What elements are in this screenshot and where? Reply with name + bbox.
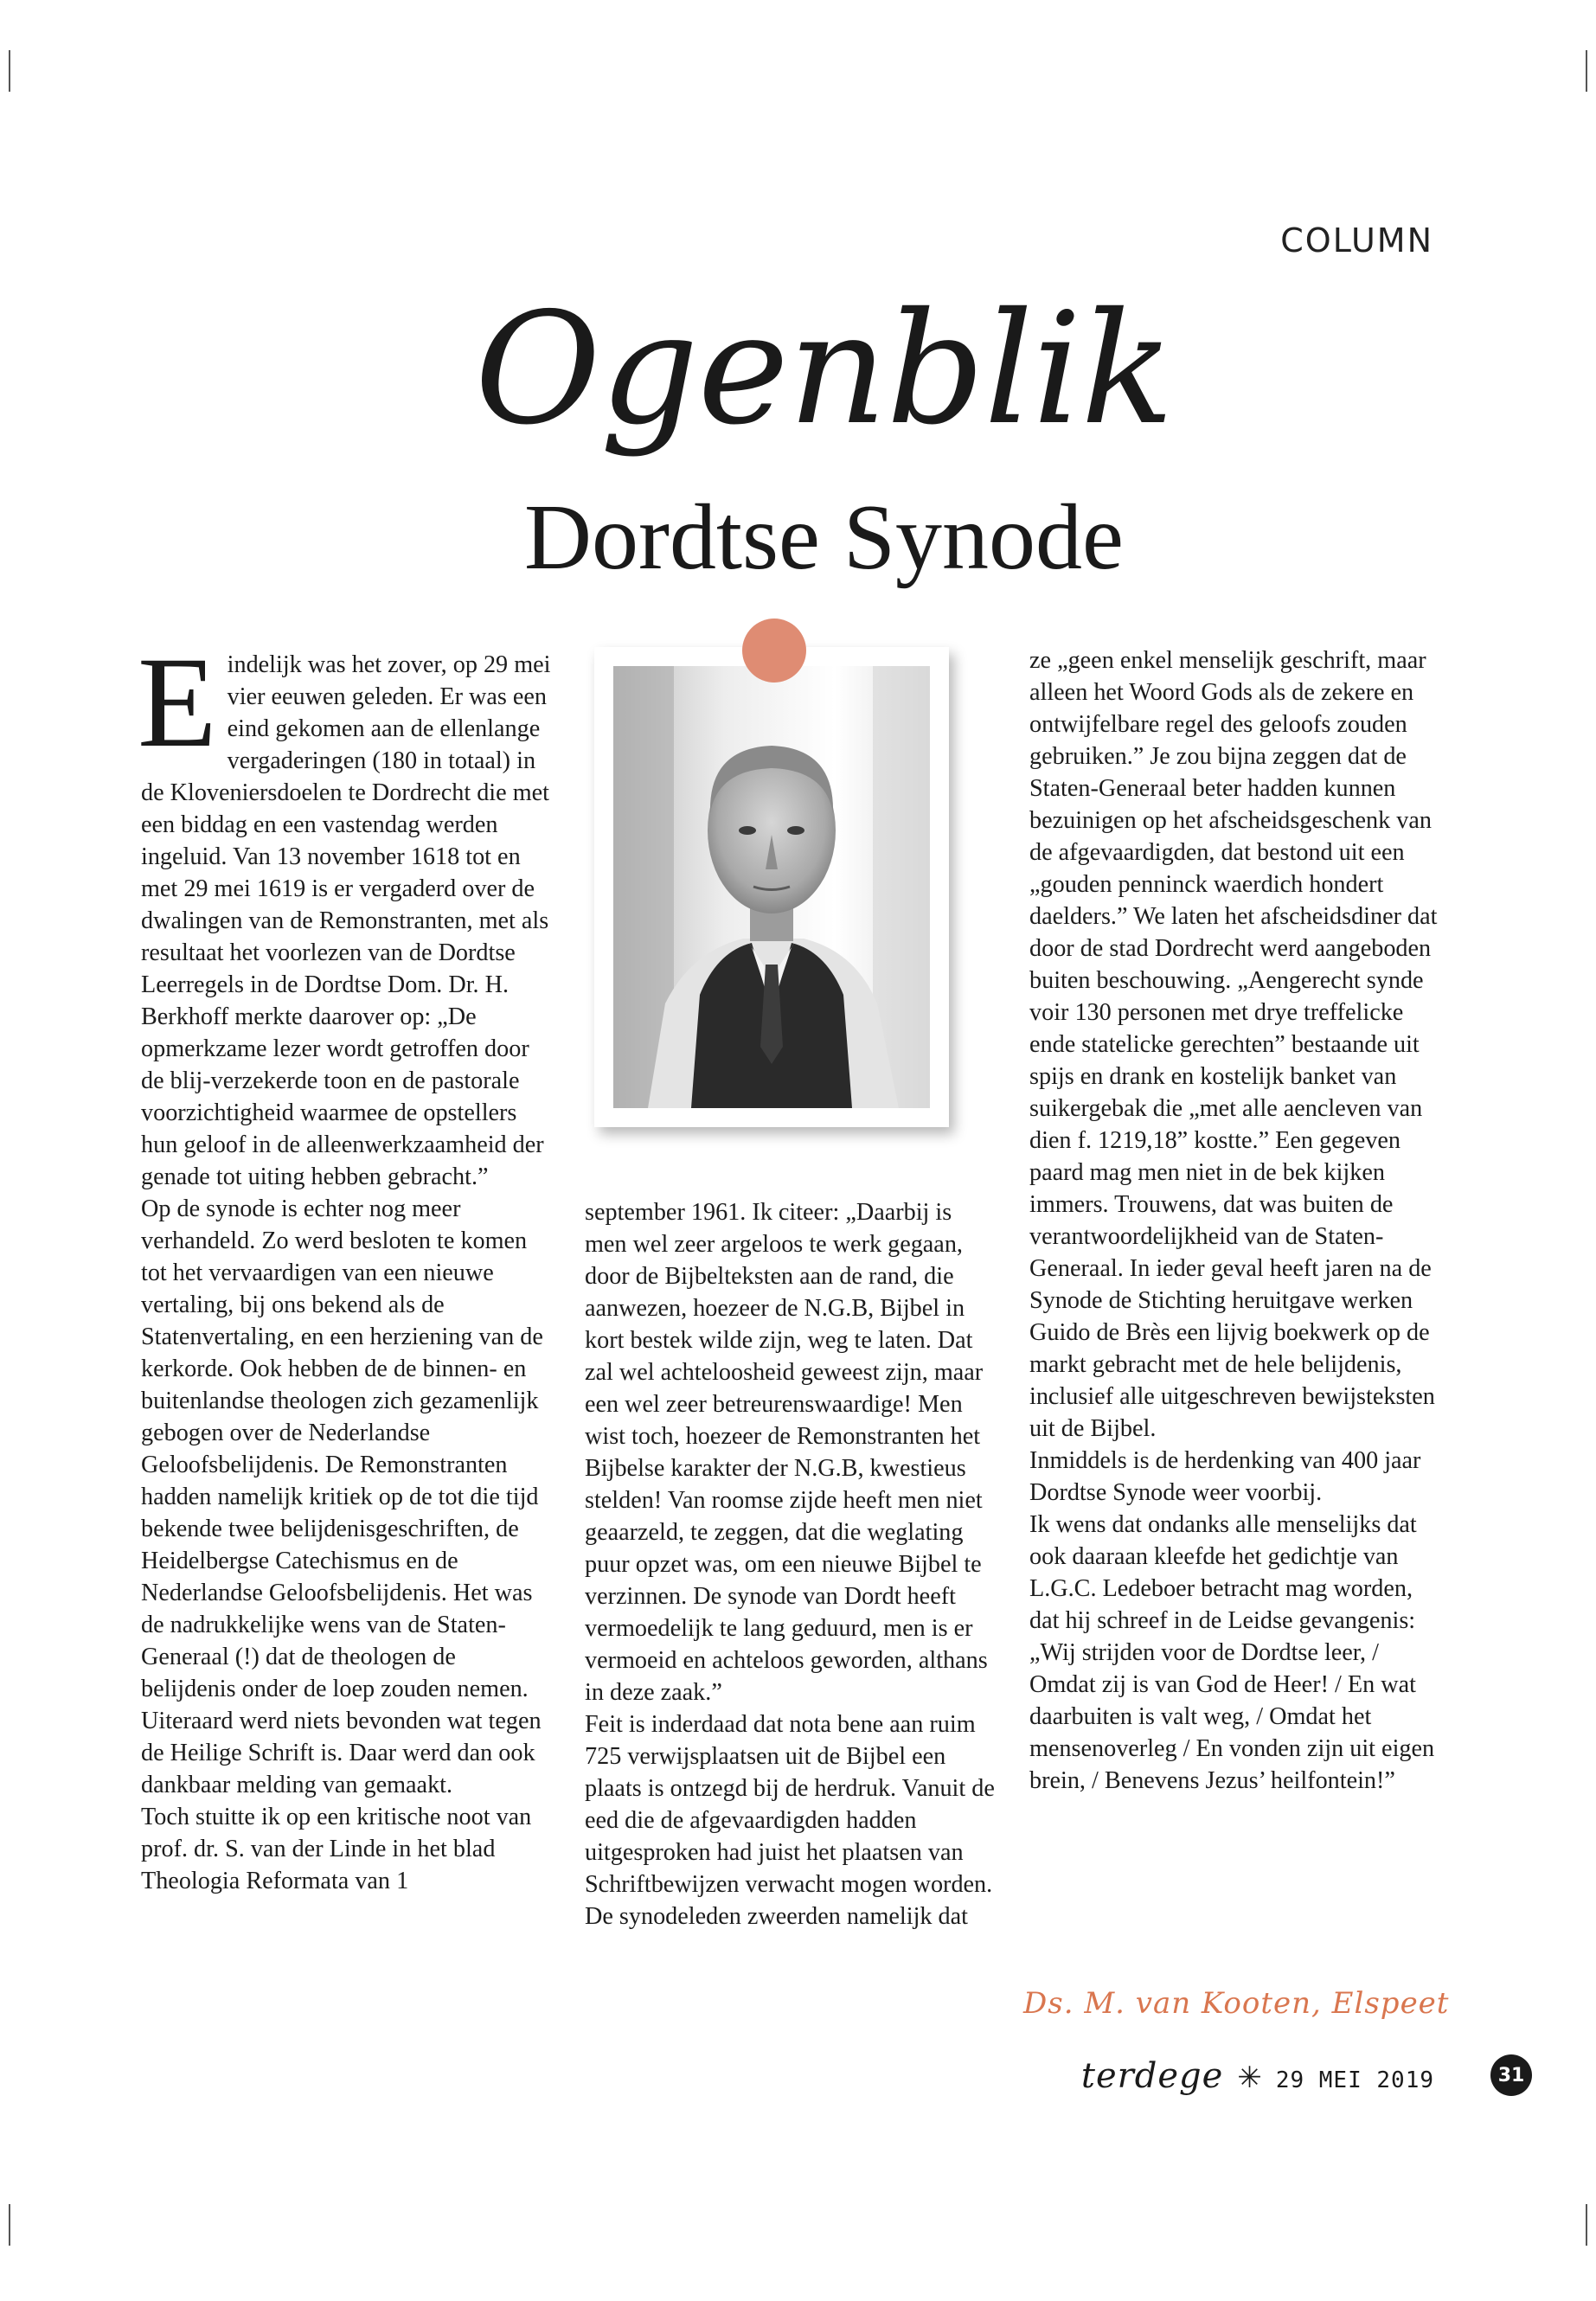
paragraph: Op de synode is echter nog meer verhandeld. Zo werd besloten te komen tot het vervaardigen van een nieuwe vertaling, bij ons bekend als de Statenvertaling, en een herziening van de kerkorde. Ook hebben de de binnen- en buitenlandse theologen zich gezamenlijk gebogen over de Nederlandse Geloofsbelijdenis. De Remonstranten hadden namelijk kritiek op de tot die tijd bekende twee belijdenisgeschriften, de Heidelbergse Catechismus en de Nederlandse Geloofsbelijdenis. Het was de nadrukkelijke wens van de Staten-Generaal (!) dat de theologen de belijdenis onder de loep zouden nemen. Uiteraard werd niets bevonden wat tegen de Heilige Schrift is. Daar werd dan ook dankbaar melding van gemaakt. xyxy=(141,1195,543,1798)
article-column-3 xyxy=(1029,644,1445,1797)
paragraph: Ik wens dat ondanks alle menselijks dat ook daaraan kleefde het gedichtje van L.G.C. Ledeboer betracht mag worden, dat hij schreef in de Leidse gevangenis: „Wij strijden voor de Dordtse leer, / Omdat zij is van God de Heer! / En wat daarbuiten is valt weg, / Omdat het mensenoverleg / En vonden zijn uit eigen brein, / Benevens Jezus’ heilfontein!” xyxy=(1029,1511,1435,1794)
author-byline: Ds. M. van Kooten, Elspeet xyxy=(1023,1986,1450,2021)
paragraph: september 1961. Ik citeer: „Daarbij is men wel zeer argeloos te werk gegaan, door de Bijbelteksten aan de rand, die aanwezen, hoezeer de N.G.B, Bijbel in kort bestek wilde zijn, weg te laten. Dat zal wel achteloosheid geweest zijn, maar een wel zeer betreurenswaardige! Men wist toch, hoezeer de Remonstranten het Bijbelse karakter der N.G.B, kwestieus stelden! Van roomse zijde heeft men niet geaarzeld, te zeggen, dat die weglating puur opzet was, om een nieuwe Bijbel te verzinnen. De synode van Dordt heeft vermoedelijk te lang geduurd, men is er vermoeid en achteloos geworden, althans in deze zaak.” xyxy=(585,1199,988,1706)
pin-dot xyxy=(742,619,806,683)
article-title: Ogenblik xyxy=(474,279,1174,458)
drop-cap: E xyxy=(138,631,217,774)
paragraph: Feit is inderdaad dat nota bene aan ruim 725 verwijsplaatsen uit de Bijbel een plaats is ontzegd bij de herdruk. Vanuit de eed die de afgevaardigden hadden uitgesproken had juist het plaatsen van Schriftbewijzen verwacht mogen worden. De synodeleden zweerden namelijk dat xyxy=(585,1711,995,1930)
crop-mark-bottom-left xyxy=(9,2204,10,2246)
article-column-2 xyxy=(585,1196,996,1932)
paragraph: Toch stuitte ik op een kritische noot van prof. dr. S. van der Linde in het blad Theologia Reformata van 1 xyxy=(141,1804,532,1894)
article-column-1 xyxy=(138,631,552,1897)
crop-mark-bottom-right xyxy=(1586,2204,1587,2246)
page-number: 31 xyxy=(1490,2054,1532,2096)
crop-mark-top-right xyxy=(1586,50,1587,92)
paragraph: indelijk was het zover, op 29 mei vier eeuwen geleden. Er was een eind gekomen aan de ellenlange vergaderingen (180 in totaal) in de Kloveniersdoelen te Dordrecht die met een biddag en een vastendag werden ingeluid. Van 13 november 1618 tot en met 29 mei 1619 is er vergaderd over de dwalingen van de Remonstranten, met als resultaat het voorlezen van de Dordtse Leerregels in de Dordtse Dom. Dr. H. Berkhoff merkte daarover op: „De opmerkzame lezer wordt getroffen door de blij-verzekerde toon en de pastorale voorzichtigheid waarmee de opstellers hun geloof in de alleenwerkzaamheid der genade tot uiting hebben gebracht.” xyxy=(141,651,551,1190)
article-subtitle: Dordtse Synode xyxy=(524,486,1124,589)
portrait-photo-frame xyxy=(594,647,949,1127)
paragraph: Inmiddels is de herdenking van 400 jaar Dordtse Synode weer voorbij. xyxy=(1029,1447,1421,1506)
magazine-brand: terdege xyxy=(1080,2056,1224,2096)
issue-date: 29 MEI 2019 xyxy=(1275,2067,1434,2093)
section-label: COLUMN xyxy=(1280,221,1433,260)
portrait-photo xyxy=(613,666,930,1108)
paragraph: ze „geen enkel menselijk geschrift, maar alleen het Woord Gods als de zekere en ontwijfelbare regel des geloofs zouden gebruiken.” Je zou bijna zeggen dat de Staten-Generaal beter hadden kunnen bezuinigen op het afscheidsgeschenk van de afgevaardigden, dat bestond uit een „gouden penninck waerdich hondert daelders.” We laten het afscheidsdiner dat door de stad Dordrecht werd aangeboden buiten beschouwing. „Aengerecht synde voir 130 personen met drye treffelicke ende statelicke gerechten” bestaande uit spijs en drank en kostelijk banket van suikergebak die „met alle aencleven van dien f. 1219,18” kostte.” Een gegeven paard mag men niet in de bek kijken immers. Trouwens, dat was buiten de verantwoordelijkheid van de Staten-Generaal. In ieder geval heeft jaren na de Synode de Stichting heruitgave werken Guido de Brès een lijvig boekwerk op de markt gebracht met de hele belijdenis, inclusief alle uitgeschreven bewijsteksten uit de Bijbel. xyxy=(1029,647,1438,1442)
crop-mark-top-left xyxy=(9,50,10,92)
page-footer xyxy=(1081,2056,1434,2096)
separator-star-icon: ✳ xyxy=(1237,2061,1262,2095)
